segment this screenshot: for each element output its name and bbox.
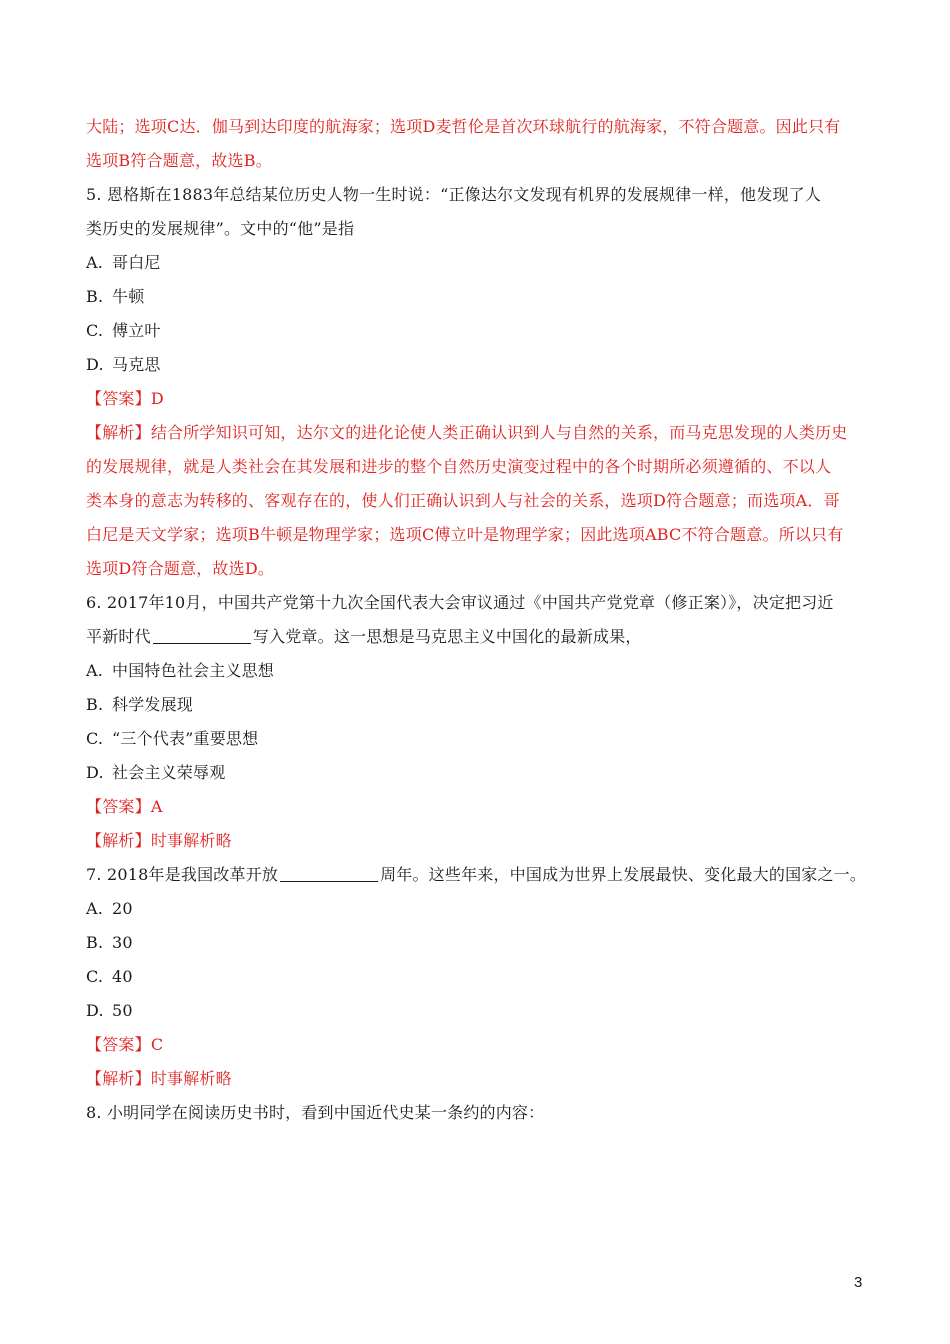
q6-stem-line-1: 6. 2017年10月，中国共产党第十九次全国代表大会审议通过《中国共产党党章（修正案）》，决定把习近 (86, 593, 834, 612)
option-text: 哥白尼 (112, 253, 161, 272)
q7-option-d (86, 994, 866, 1028)
option-label: D. (86, 763, 104, 782)
option-label: D. (86, 355, 104, 374)
q6-stem-post: 写入党章。这一思想是马克思主义中国化的最新成果， (252, 627, 642, 646)
option-text: 40 (112, 967, 133, 986)
q6-option-c (86, 722, 866, 756)
analysis-text: 时事解析略 (150, 831, 232, 850)
analysis-tag: 【解析】 (86, 423, 151, 442)
q8-stem: 8. 小明同学在阅读历史书时，看到中国近代史某一条约的内容： (86, 1103, 545, 1122)
answer-tag: 【答案】 (86, 1035, 151, 1054)
option-label: C. (86, 967, 104, 986)
option-label: B. (86, 287, 104, 306)
analysis-text: 时事解析略 (150, 1069, 232, 1088)
q6-answer (86, 790, 866, 824)
answer-value: D (150, 389, 164, 408)
option-text: 20 (112, 899, 133, 918)
q6-option-a (86, 654, 866, 688)
q7-stem-pre: 7. 2018年是我国改革开放 (86, 865, 279, 884)
q5-answer (86, 382, 866, 416)
fill-in-blank (280, 863, 378, 882)
option-label: A. (86, 899, 104, 918)
answer-value: A (150, 797, 163, 816)
q5-option-a (86, 246, 866, 280)
option-label: C. (86, 729, 104, 748)
q7-option-c (86, 960, 866, 994)
option-text: 50 (112, 1001, 133, 1020)
option-label: D. (86, 1001, 104, 1020)
analysis-tag: 【解析】 (86, 831, 151, 850)
q5-analysis-line-1 (86, 416, 866, 450)
analysis-tag: 【解析】 (86, 1069, 151, 1088)
q5-analysis-line-5: 选项D符合题意，故选D。 (86, 559, 275, 578)
q5-stem-line-2: 类历史的发展规律”。文中的“他”是指 (86, 219, 355, 238)
prev-analysis-line-1: 大陆；选项C达．伽马到达印度的航海家；选项D麦哲伦是首次环球航行的航海家，不符合题意。因此只有 (86, 117, 841, 136)
q5-analysis-line-4: 白尼是天文学家；选项B牛顿是物理学家；选项C傅立叶是物理学家；因此选项ABC不符合题意。所以只有 (86, 525, 844, 544)
q6-stem-line-2 (86, 620, 866, 654)
q5-analysis-line-2: 的发展规律，就是人类社会在其发展和进步的整个自然历史演变过程中的各个时期所必须遵循的、不以人 (86, 457, 832, 476)
q7-answer (86, 1028, 866, 1062)
option-text: 马克思 (112, 355, 161, 374)
q7-option-b (86, 926, 866, 960)
option-text: 科学发展现 (112, 695, 194, 714)
fill-in-blank (153, 625, 251, 644)
q5-analysis-line-3: 类本身的意志为转移的、客观存在的，使人们正确认识到人与社会的关系，选项D符合题意；而选项A．哥 (86, 491, 840, 510)
answer-tag: 【答案】 (86, 797, 151, 816)
option-label: B. (86, 695, 104, 714)
option-label: B. (86, 933, 104, 952)
q6-option-b (86, 688, 866, 722)
q5-option-d (86, 348, 866, 382)
q5-stem-line-1: 5. 恩格斯在1883年总结某位历史人物一生时说：“正像达尔文发现有机界的发展规律一样，他发现了人 (86, 185, 822, 204)
option-label: A. (86, 253, 104, 272)
q7-stem-post: 周年。这些年来，中国成为世界上发展最快、变化最大的国家之一。 (380, 865, 867, 884)
q7-option-a (86, 892, 866, 926)
q7-stem (86, 858, 866, 892)
q6-analysis (86, 824, 866, 858)
option-text: 社会主义荣辱观 (112, 763, 226, 782)
document-page (86, 110, 866, 1130)
q7-analysis (86, 1062, 866, 1096)
answer-tag: 【答案】 (86, 389, 151, 408)
q5-option-b (86, 280, 866, 314)
q5-option-c (86, 314, 866, 348)
option-text: 牛顿 (112, 287, 145, 306)
option-text: 中国特色社会主义思想 (112, 661, 275, 680)
page-number: 3 (854, 1274, 863, 1291)
q6-stem-pre: 平新时代 (86, 627, 151, 646)
option-label: A. (86, 661, 104, 680)
answer-value: C (150, 1035, 164, 1054)
prev-analysis-line-2: 选项B符合题意，故选B。 (86, 151, 272, 170)
option-text: 30 (112, 933, 133, 952)
analysis-text: 结合所学知识可知，达尔文的进化论使人类正确认识到人与自然的关系，而马克思发现的人类历史 (150, 423, 848, 442)
option-label: C. (86, 321, 104, 340)
option-text: “三个代表”重要思想 (112, 729, 259, 748)
q6-option-d (86, 756, 866, 790)
option-text: 傅立叶 (112, 321, 161, 340)
